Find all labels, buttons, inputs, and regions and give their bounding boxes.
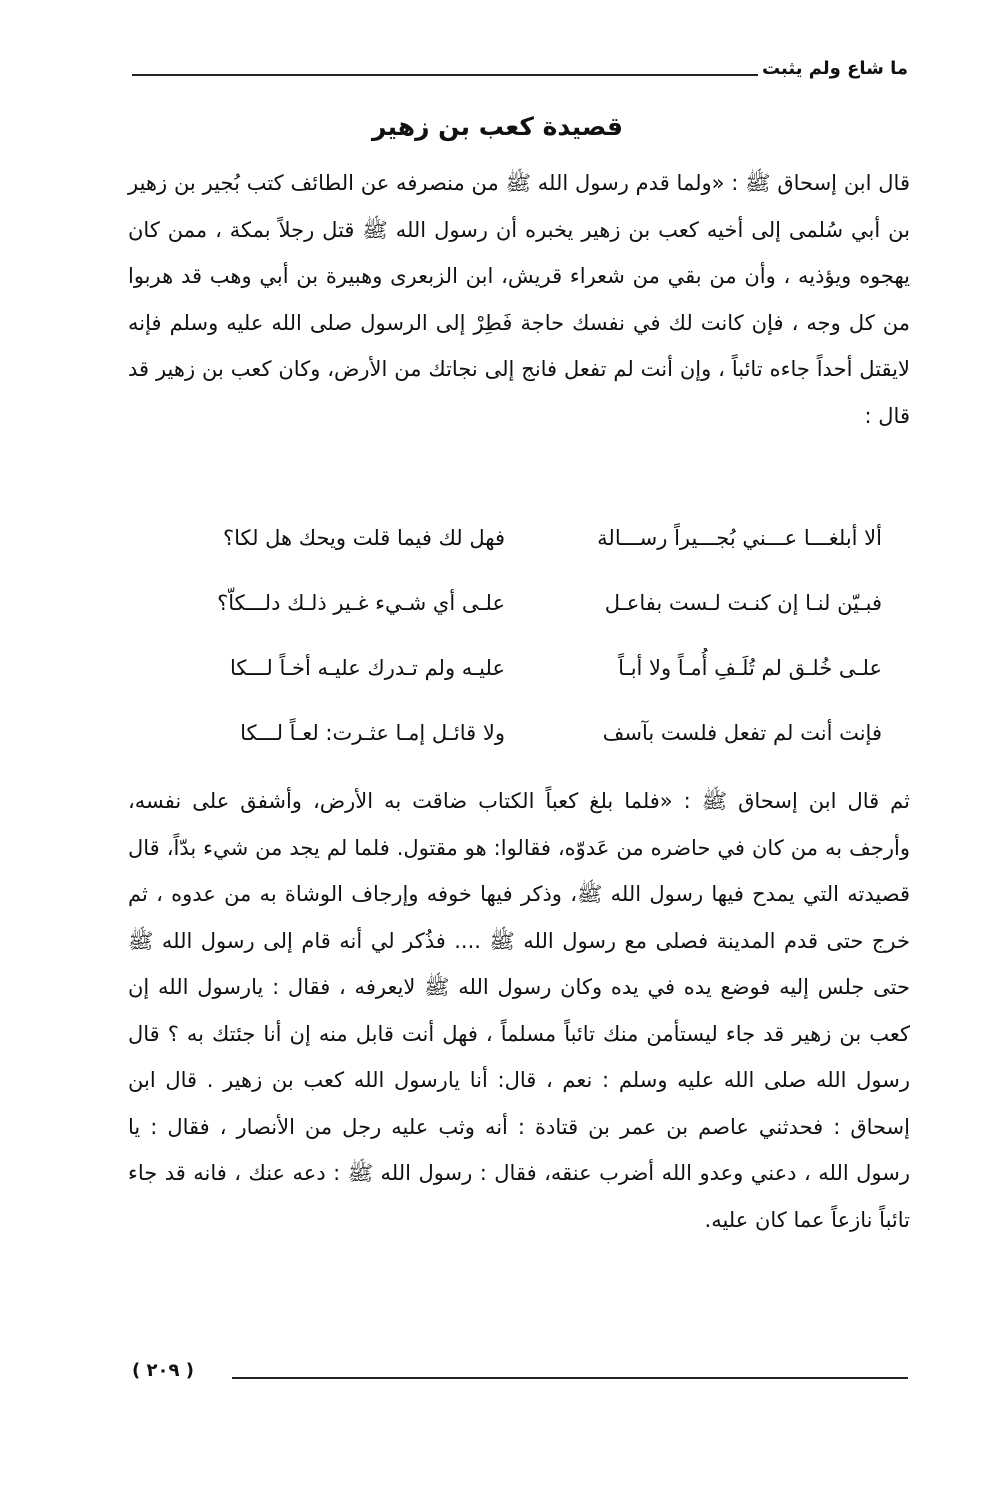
page-footer (132, 1360, 908, 1390)
verse-line (150, 648, 882, 713)
verse-line (150, 583, 882, 648)
verse-first-hemistich: علـى خُلـق لم تُلَـفِ أُمـاً ولا أبـاً (618, 656, 882, 680)
verse-second-hemistich: علـى أي شـيء غـير ذلـك دلـــكاّ؟ (217, 591, 505, 615)
running-title: ما شاع ولم يثبت (761, 58, 908, 79)
verse-second-hemistich: ولا قائـل إمـا عثـرت: لعـاً لـــكا (240, 721, 505, 745)
verse-first-hemistich: فإنت أنت لم تفعل فلست بآسف (602, 721, 882, 745)
paragraph: ثم قال ابن إسحاق ﷺ : «فلما بلغ كعباً الكتاب ضاقت به الأرض، وأشفق على نفسه، وأرجف به من كان في حاضره من عَدوّه، فقالوا: هو مقتول. فلما لم يجد من شيء بدّاً، قال قصيدته التي يمدح فيها رسول الله ﷺ، وذكر فيها خوفه وإرجاف الوشاة به من عدوه ، ثم خرج حتى قدم المدينة فصلى مع رسول الله ﷺ .... فذُكر لي أنه قام إلى رسول الله ﷺ حتى جلس إليه فوضع يده في يده وكان رسول الله ﷺ لايعرفه ، فقال : يارسول الله إن كعب بن زهير قد جاء ليستأمن منك تائباً مسلماً ، فهل أنت قابل منه إن أنا جئتك به ؟ قال رسول الله صلى الله عليه وسلم : نعم ، قال: أنا يارسول الله كعب بن زهير . قال ابن إسحاق : فحدثني عاصم بن عمر بن قتادة : أنه وثب عليه رجل من الأنصار ، فقال : يا رسول الله ، دعني وعدو الله أضرب عنقه، فقال : رسول الله ﷺ : دعه عنك ، فانه قد جاء تائباً نازعاً عما كان عليه. (128, 789, 910, 1232)
verse-second-hemistich: فهل لك فيما قلت ويحك هل لكا؟ (222, 526, 505, 550)
verse-line (150, 518, 882, 583)
page-number: ( ٢٠٩ ) (132, 1360, 194, 1381)
verse-first-hemistich: فبـيّن لنـا إن كنـت لـست بفاعـل (604, 591, 882, 615)
footer-rule (232, 1377, 908, 1379)
verse-first-hemistich: ألا أبلغـــا عـــني بُجـــيراً رســـالة (597, 526, 882, 550)
page-header (132, 58, 908, 86)
paragraph: قال ابن إسحاق ﷺ : «ولما قدم رسول الله ﷺ من منصرفه عن الطائف كتب بُجير بن زهير بن أبي سُلمى إلى أخيه كعب بن زهير يخبره أن رسول الله ﷺ قتل رجلاً بمكة ، ممن كان يهجوه ويؤذيه ، وأن من بقي من شعراء قريش، ابن الزبعرى وهبيرة بن أبي وهب قد هربوا من كل وجه ، فإن كانت لك في نفسك حاجة فَطِرْ إلى الرسول صلى الله عليه وسلم فإنه لايقتل أحداً جاءه تائباً ، وإن أنت لم تفعل فانج إلى نجاتك من الأرض، وكان كعب بن زهير قد قال : (128, 171, 910, 428)
section-title: قصيدة كعب بن زهير (371, 112, 623, 141)
poem-verses (150, 518, 882, 778)
header-rule (132, 74, 758, 76)
verse-line (150, 713, 882, 778)
verse-second-hemistich: عليـه ولم تـدرك عليـه أخـاً لـــكا (229, 656, 505, 680)
